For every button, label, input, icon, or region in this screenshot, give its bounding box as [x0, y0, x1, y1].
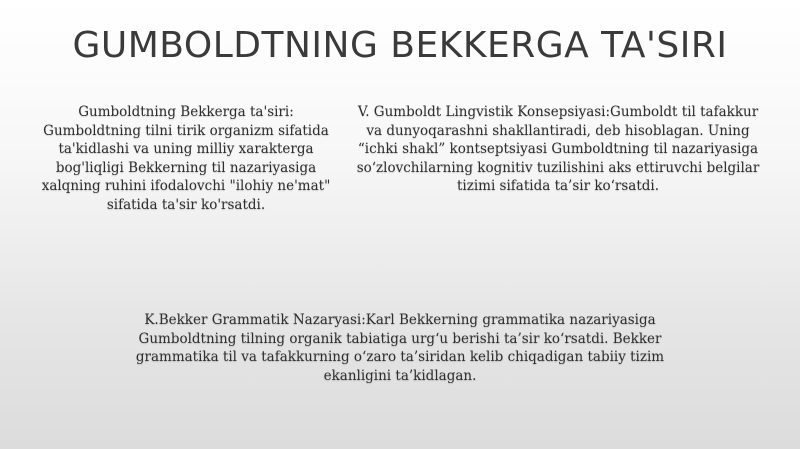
text-block-bekker-grammar: K.Bekker Grammatik Nazaryasi:Karl Bekkerning grammatika nazariyasiga Gumboldtning tilning organik tabiatiga urg‘u berishi ta’sir ko‘rsatdi. Bekker grammatika til va tafakkurning o‘zaro ta’siridan kelib chiqadigan tabiiy tizim ekanligini ta’kidlagan. — [135, 312, 665, 384]
text-block-gumboldt-influence: Gumboldtning Bekkerga ta'siri: Gumboldtning tilni tirik organizm sifatida ta'kidlashi va uning milliy xarakterga bog'liqligi Bekkerning til nazariyasiga xalqning ruhini ifodalovchi "ilohiy ne'mat" sifatida ta'sir ko'rsatdi. — [41, 104, 331, 213]
text-block-gumboldt-concept: V. Gumboldt Lingvistik Konsepsiyasi:Gumboldt til tafakkur va dunyoqarashni shakllantiradi, deb hisoblagan. Uning “ichki shakl” kontseptsiyasi Gumboldtning til nazariyasiga so‘zlovchilarning kognitiv tuzilishini aks ettiruvchi belgilar tizimi sifatida ta’sir ko‘rsatdi. — [356, 104, 760, 194]
slide-title: GUMBOLDTNING BEKKERGA TA'SIRI — [72, 25, 728, 66]
